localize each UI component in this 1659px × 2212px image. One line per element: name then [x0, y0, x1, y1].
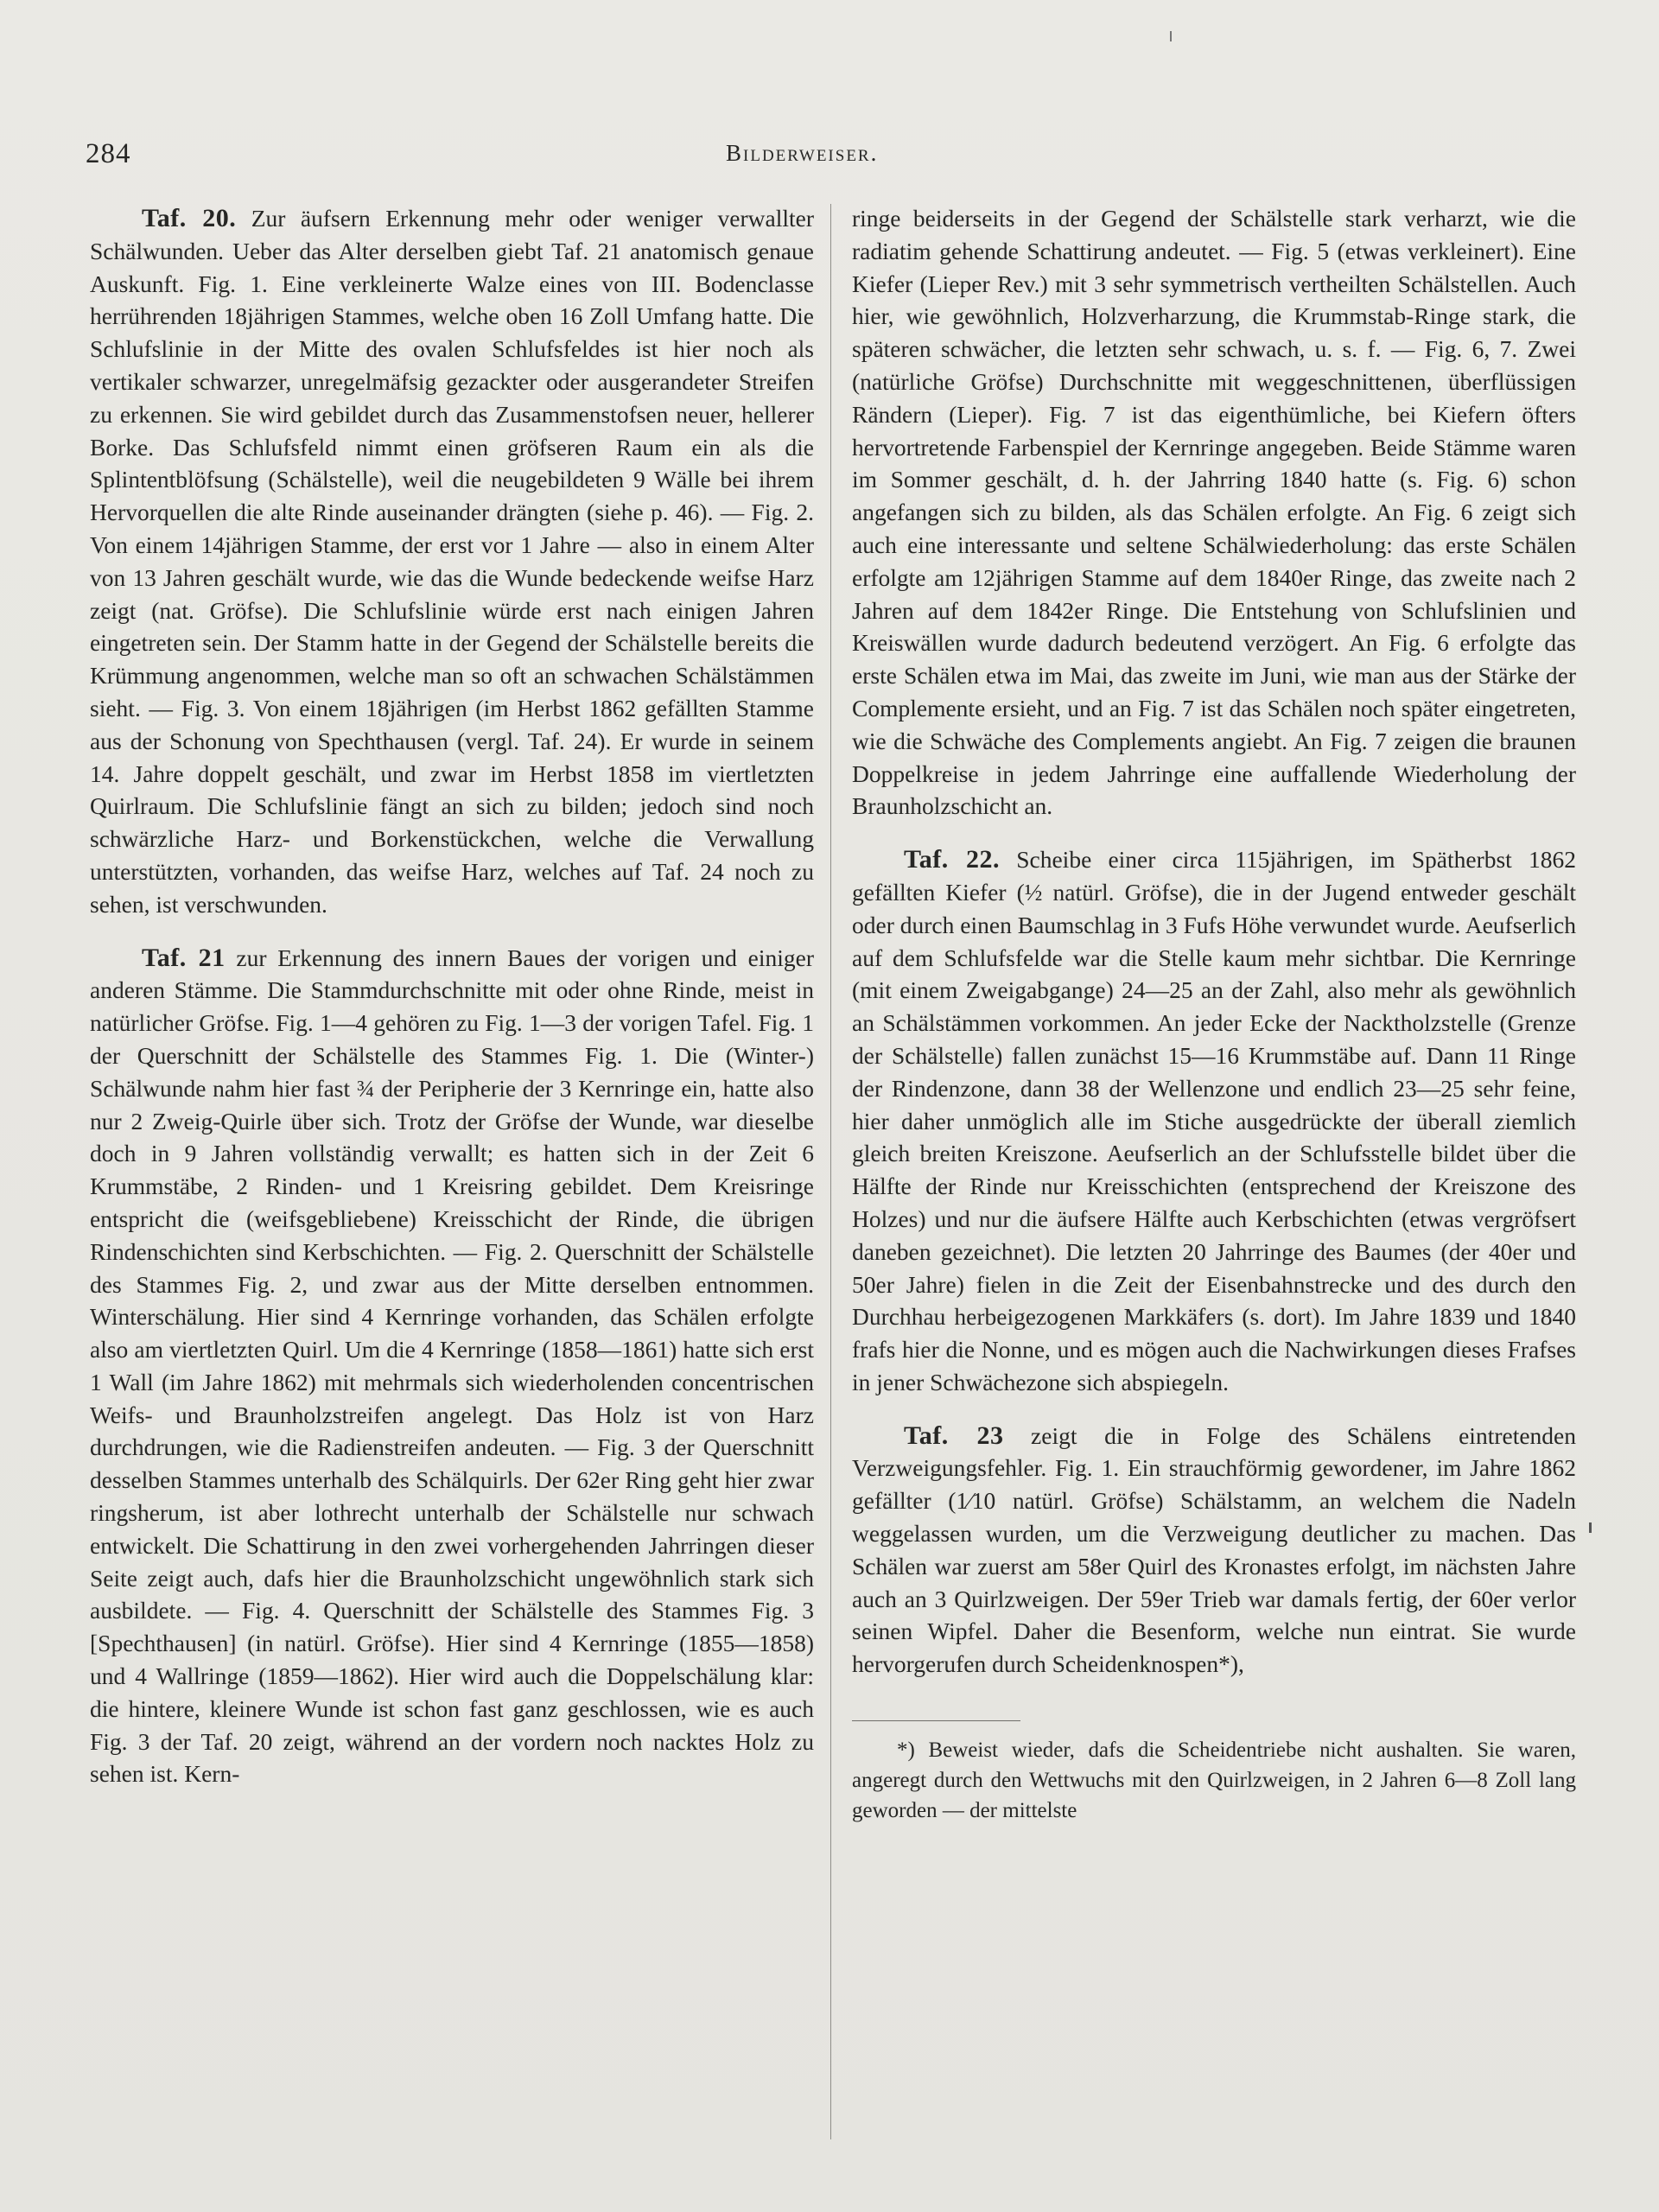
footnote-rule: [852, 1720, 1020, 1721]
paragraph-taf-20: [90, 202, 814, 921]
paragraph-text: Scheibe einer circa 115jährigen, im Spätherbst 1862 gefällten Kiefer (½ natürl. Gröfse), die in der Jugend entweder geschält oder durch einen Baumschlag in 3 Fufs Höhe verwundet wurde. Aeufserlich auf dem Schlufsfelde war die Stelle kaum mehr sichtbar. Die Kernringe (mit einem Zweigabgange) 24—25 an der Zahl, also mehr als gewöhnlich an Schälstämmen vorkommen. An jeder Ecke der Nacktholzstelle (Grenze der Schälstelle) fallen zunächst 15—16 Krummstäbe auf. Dann 11 Ringe der Rindenzone, dann 38 der Wellenzone und endlich 23—25 sehr feine, hier daher unmöglich alle im Stiche ausgedrückte der überall ziemlich gleich breiten Kreiszone. Aeufserlich an der Schlufsstelle bildet über die Hälfte der Rinde nur Kreisschichten (entsprechend der Kreiszone des Holzes) und nur die äufsere Hälfte auch Kerbschichten (etwas vergröfsert daneben gezeichnet). Die letzten 20 Jahrringe des Baumes (der 40er und 50er Jahre) fielen in die Zeit der Eisenbahnstrecke und des durch den Durchhau herbeigezogenen Markkäfers (s. dort). Im Jahre 1839 und 1840 frafs hier die Nonne, und es mögen auch die Nachwirkungen dieses Frafses in jener Schwächezone sich abspiegeln.: [852, 846, 1576, 1395]
column-divider: [830, 204, 831, 2139]
paragraph-continuation: ringe beiderseits in der Gegend der Schälstelle stark verharzt, wie die radiatim gehende Schattirung andeutet. — Fig. 5 (etwas verkleinert). Eine Kiefer (Lieper Rev.) mit 3 sehr symmetrisch vertheilten Schälstellen. Auch hier, wie gewöhnlich, Holzverharzung, die Krummstab-Ringe stark, die späteren schwächer, die letzten sehr schwach, u. s. f. — Fig. 6, 7. Zwei (natürliche Gröfse) Durchschnitte mit weggeschnittenen, überflüssigen Rändern (Lieper). Fig. 7 ist das eigenthümliche, bei Kiefern öfters hervortretende Farbenspiel der Kernringe angegeben. Beide Stämme waren im Sommer geschält, d. h. der Jahrring 1840 hatte (s. Fig. 6) schon angefangen sich zu bilden, als das Schälen erfolgte. An Fig. 6 zeigt sich auch eine interessante und seltene Schälwiederholung: das erste Schälen erfolgte am 12jährigen Stamme auf dem 1840er Ringe, das zweite nach 2 Jahren auf dem 1842er Ringe. Die Entstehung von Schlufslinien und Kreiswällen wurde dadurch bedeutend verzögert. An Fig. 6 erfolgte das erste Schälen etwa im Mai, das zweite im Juni, wie man aus der Stärke der Complemente ersieht, und an Fig. 7 ist das Schälen noch später eingetreten, wie die Schwäche des Complements angiebt. An Fig. 7 zeigen die braunen Doppelkreise in jedem Jahrringe eine auffallende Wiederholung der Braunholzschicht an.: [852, 205, 1576, 820]
left-column: [90, 202, 814, 1790]
paragraph-taf-22: [852, 843, 1576, 1399]
paragraph-taf-21: [90, 942, 814, 1791]
paragraph-text: zur Erkennung des innern Baues der vorigen und einiger anderen Stämme. Die Stammdurchschnitte mit oder ohne Rinde, meist in natürlicher Gröfse. Fig. 1—4 gehören zu Fig. 1—3 der vorigen Tafel. Fig. 1 der Querschnitt der Schälstelle des Stammes Fig. 1. Die (Winter-) Schälwunde nahm hier fast ¾ der Peripherie der 3 Kernringe ein, hatte also nur 2 Zweig-Quirle über sich. Trotz der Gröfse der Wunde, war dieselbe doch in 9 Jahren vollständig verwallt; es hatten sich in der Zeit 6 Krummstäbe, 2 Rinden- und 1 Kreisring gebildet. Dem Kreisringe entspricht die (weifsgebliebene) Kreisschicht der Rinde, die übrigen Rindenschichten sind Kerbschichten. — Fig. 2. Querschnitt der Schälstelle des Stammes Fig. 2, und zwar aus der Mitte derselben entnommen. Winterschälung. Hier sind 4 Kernringe vorhanden, das Schälen erfolgte also am viertletzten Quirl. Um die 4 Kernringe (1858—1861) hatte sich erst 1 Wall (im Jahre 1862) mit mehrmals sich wiederholenden concentrischen Weifs- und Braunholzstreifen angelegt. Das Holz ist von Harz durchdrungen, wie die Radienstreifen andeuten. — Fig. 3 der Querschnitt desselben Stammes unterhalb des Schälquirls. Der 62er Ring geht hier zwar ringsherum, ist aber lothrecht unterhalb der Schälstelle nur schwach entwickelt. Die Schattirung in den zwei vorhergehenden Jahrringen dieser Seite zeigt auch, dafs hier die Braunholzschicht ungewöhnlich stark sich ausbildete. — Fig. 4. Querschnitt der Schälstelle des Stammes Fig. 3 [Spechthausen] (in natürl. Gröfse). Hier sind 4 Kernringe (1855—1858) und 4 Wallringe (1859—1862). Hier wird auch die Doppelschälung klar: die hintere, kleinere Wunde ist schon fast ganz geschlossen, wie es auch Fig. 3 der Taf. 20 zeigt, während an der vordern noch nacktes Holz zu sehen ist. Kern-: [90, 944, 814, 1788]
plate-label: Taf. 22.: [904, 845, 1001, 874]
paragraph-text: zeigt die in Folge des Schälens eintretenden Verzweigungsfehler. Fig. 1. Ein strauchförmig gewordener, im Jahre 1862 gefällter (1⁄10 natürl. Gröfse) Schälstamm, an welchem die Nadeln weggelassen wurden, um die Verzweigung deutlicher zu machen. Das Schälen war zuerst am 58er Quirl des Kronastes erfolgt, im nächsten Jahre auch an 3 Quirlzweigen. Der 59er Trieb war damals fertig, der 60er verlor seinen Wipfel. Daher die Besenform, welche nun eintrat. Sie wurde hervorgerufen durch Scheidenknospen*),: [852, 1421, 1576, 1678]
right-column: [852, 202, 1576, 1826]
plate-label: Taf. 20.: [142, 204, 237, 232]
plate-label: Taf. 21: [142, 943, 226, 972]
plate-label: Taf. 23: [904, 1421, 1004, 1450]
paragraph-taf-23: [852, 1420, 1576, 1681]
running-title: Bilderweiser.: [726, 140, 879, 166]
running-head: [82, 138, 1577, 176]
footnote: *) Beweist wieder, dafs die Scheidentriebe nicht aushalten. Sie waren, angeregt durch den Wettwuchs mit den Quirlzweigen, in 2 Jahren 6—8 Zoll lang geworden — der mittelste: [852, 1738, 1576, 1823]
page-number: 284: [86, 138, 131, 169]
paragraph-text: Zur äufsern Erkennung mehr oder weniger verwallter Schälwunden. Ueber das Alter derselben giebt Taf. 21 anatomisch genaue Auskunft. Fig. 1. Eine verkleinerte Walze eines von III. Bodenclasse herrührenden 18jährigen Stammes, welche oben 16 Zoll Umfang hatte. Die Schlufslinie in der Mitte des ovalen Schlufsfeldes ist hier noch als vertikaler schwarzer, unregelmäfsig gezackter oder ausgerandeter Streifen zu erkennen. Sie wird gebildet durch das Zusammenstofsen neuer, hellerer Borke. Das Schlufsfeld nimmt einen gröfseren Raum ein als die Splintentblöfsung (Schälstelle), weil die neugebildeten 9 Wälle bei ihrem Hervorquellen die alte Rinde auseinander drängten (siehe p. 46). — Fig. 2. Von einem 14jährigen Stamme, der erst vor 1 Jahre — also in einem Alter von 13 Jahren geschält wurde, wie das die Wunde bedeckende weifse Harz zeigt (nat. Gröfse). Die Schlufslinie würde erst nach einigen Jahren eingetreten sein. Der Stamm hatte in der Gegend der Schälstelle bereits die Krümmung angenommen, welche man so oft an schwachen Schälstämmen sieht. — Fig. 3. Von einem 18jährigen (im Herbst 1862 gefällten Stamme aus der Schonung von Spechthausen (vergl. Taf. 24). Er wurde in seinem 14. Jahre doppelt geschält, und zwar im Herbst 1858 im viertletzten Quirlraum. Die Schlufslinie fängt an sich zu bilden; jedoch sind noch schwärzliche Harz- und Borkenstückchen, welche die Verwallung unterstützten, vorhanden, das weifse Harz, welches auf Taf. 24 noch zu sehen, ist verschwunden.: [90, 205, 815, 918]
